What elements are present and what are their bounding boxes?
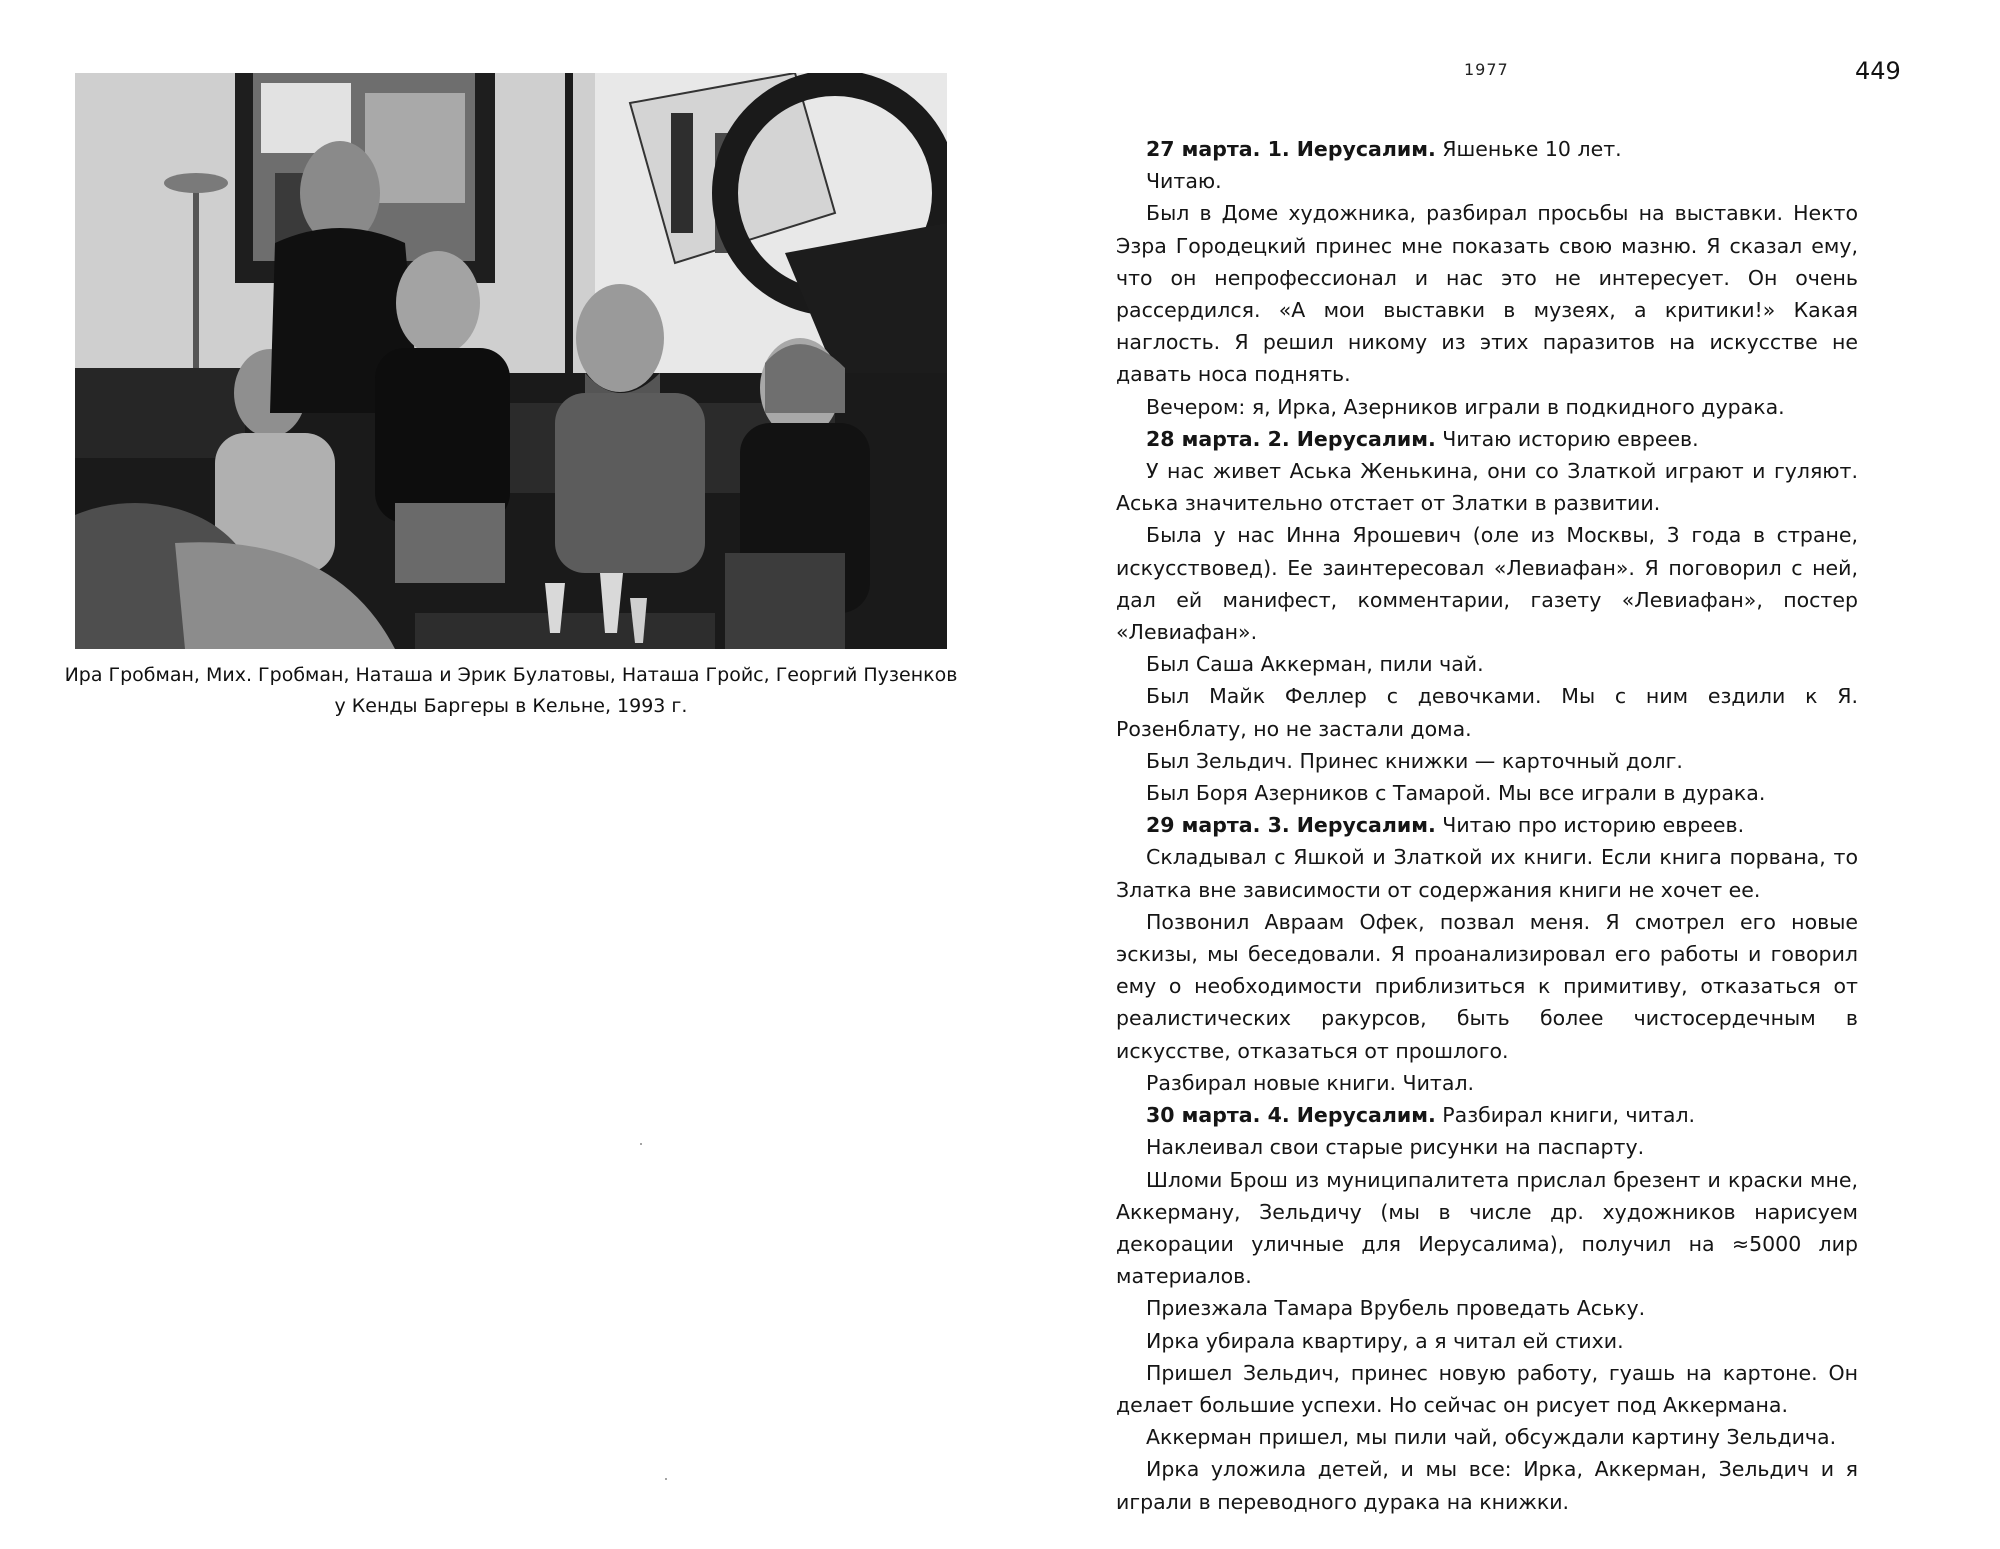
paragraph: Был Саша Аккерман, пили чай.	[1146, 652, 1484, 677]
running-head: 1977	[1464, 60, 1509, 79]
paragraph: Вечером: я, Ирка, Азерников играли в подкидного дурака.	[1146, 394, 1785, 419]
photograph-illustration	[75, 73, 947, 649]
paragraph: Приезжала Тамара Врубель проведать Аську.	[1146, 1296, 1646, 1321]
paragraph: Шломи Брош из муниципалитета прислал брезент и краски мне, Аккерману, Зельдичу (мы в числе др. художников нарисуем декорации уличные для Иерусалима), получил на ≈5000 лир материалов.	[1116, 1167, 1858, 1289]
caption-line-2: у Кенды Баргеры в Кельне, 1993 г.	[334, 695, 688, 717]
paragraph: Позвонил Авраам Офек, позвал меня. Я смотрел его новые эскизы, мы беседовали. Я проанализировал его работы и говорил ему о необходимости приблизиться к примитиву, отказаться от реалистических ракурсов, быть более чистосердечным в искусстве, отказаться от прошлого.	[1116, 909, 1858, 1063]
paragraph: 29 марта. 3. Иерусалим. Читаю про историю евреев.	[1146, 813, 1745, 838]
paragraph: Наклеивал свои старые рисунки на паспарту.	[1146, 1135, 1645, 1160]
group-photograph	[75, 73, 947, 649]
paragraph: Был в Доме художника, разбирал просьбы на выставки. Некто Эзра Городецкий принес мне показать свою мазню. Я сказал ему, что он непрофессионал и нас это не интересует. Он очень рассердился. «А мои выставки в музеях, а критики!» Какая наглость. Я решил никому из этих паразитов на искусстве не давать носа поднять.	[1116, 201, 1858, 387]
paragraph: Пришел Зельдич, принес новую работу, гуашь на картоне. Он делает большие успехи. Но сейчас он рисует под Аккермана.	[1116, 1360, 1858, 1417]
paragraph: Был Зельдич. Принес книжки — карточный долг.	[1146, 748, 1683, 773]
scan-speck	[640, 1143, 642, 1145]
diary-text	[1116, 133, 1858, 1518]
paragraph: Складывал с Яшкой и Златкой их книги. Если книга порвана, то Златка вне зависимости от содержания книги не хочет ее.	[1116, 845, 1858, 902]
entry-date: 27 марта. 1. Иерусалим.	[1146, 137, 1436, 161]
photo-caption	[60, 660, 962, 722]
paragraph: 28 марта. 2. Иерусалим. Читаю историю евреев.	[1146, 426, 1699, 451]
scan-speck	[665, 1478, 667, 1480]
entry-date: 28 марта. 2. Иерусалим.	[1146, 426, 1436, 451]
right-page	[1000, 0, 2000, 1549]
paragraph: Читаю.	[1146, 169, 1222, 194]
paragraph: Ирка уложила детей, и мы все: Ирка, Аккерман, Зельдич и я играли в переводного дурака на книжки.	[1116, 1457, 1858, 1514]
paragraph: Была у нас Инна Ярошевич (оле из Москвы, 3 года в стране, искусствовед). Ее заинтересовал «Левиафан». Я поговорил с ней, дал ей манифест, комментарии, газету «Левиафан», постер «Левиафан».	[1116, 523, 1858, 645]
paragraph: Был Боря Азерников с Тамарой. Мы все играли в дурака.	[1146, 781, 1766, 806]
entry-date: 30 марта. 4. Иерусалим.	[1146, 1103, 1436, 1128]
paragraph: Аккерман пришел, мы пили чай, обсуждали картину Зельдича.	[1146, 1425, 1837, 1450]
paragraph: У нас живет Аська Женькина, они со Златкой играют и гуляют. Аська значительно отстает от Златки в развитии.	[1116, 459, 1858, 516]
entry-date: 29 марта. 3. Иерусалим.	[1146, 813, 1436, 838]
caption-line-1: Ира Гробман, Мих. Гробман, Наташа и Эрик Булатовы, Наташа Гройс, Георгий Пузенков	[64, 664, 958, 686]
paragraph: Ирка убирала квартиру, а я читал ей стихи.	[1146, 1328, 1624, 1353]
paragraph: Разбирал новые книги. Читал.	[1146, 1070, 1475, 1095]
paragraph: 27 марта. 1. Иерусалим. Яшеньке 10 лет.	[1146, 137, 1622, 161]
paragraph: Был Майк Феллер с девочками. Мы с ним ездили к Я. Розенблату, но не застали дома.	[1116, 684, 1858, 741]
paragraph: 30 марта. 4. Иерусалим. Разбирал книги, читал.	[1146, 1103, 1696, 1128]
page-number: 449	[1855, 57, 1901, 85]
